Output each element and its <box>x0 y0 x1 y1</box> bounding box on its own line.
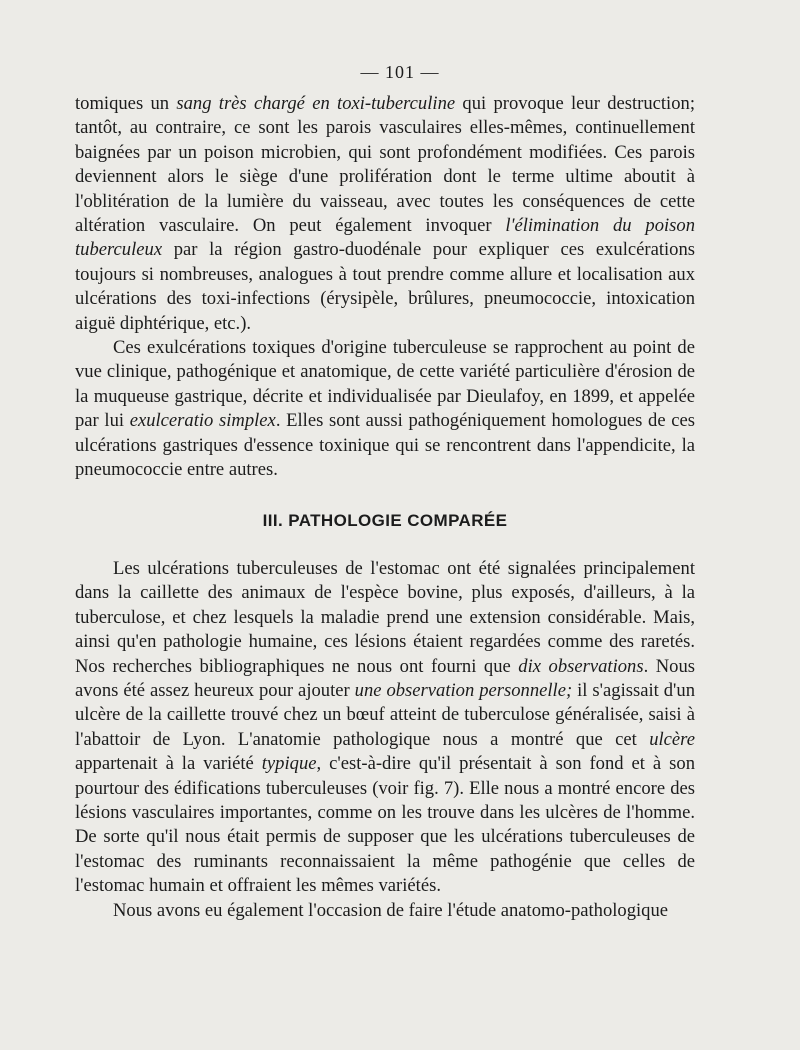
section-heading: III. PATHOLOGIE COMPARÉE <box>262 510 508 530</box>
emphasis-text: exulceratio simplex <box>129 410 276 432</box>
text-body <box>75 92 695 923</box>
emphasis-text: sang très chargé en toxi-tuberculine <box>176 93 456 114</box>
paragraph-3: Les ulcérations tuberculeuses de l'estomac ont été signalées principalement dans la caillette des animaux de l'espèce bovine, plus exposés, d'ailleurs, à la tuberculose, et chez lesquels la maladie prend une extension considérable. Mais, ainsi qu'en pathologie humaine, ces lésions étaient regardées comme des raretés. Nos recherches bibliographiques ne nous ont fourni que dix observations. Nous avons été assez heureux pour ajouter une observation personnelle; il s'agissait d'un ulcère de la caillette trouvé chez un bœuf atteint de tuberculose généralisée, saisi à l'abattoir de Lyon. L'anatomie pathologique nous a montré que cet ulcère appartenait à la variété typique, c'est-à-dire qu'il présentait à son fond et à son pourtour des édifications tuberculeuses (voir fig. 7). Elle nous a montré encore des lésions vasculaires importantes, comme on les trouve dans les ulcères de l'homme. De sorte qu'il nous était permis de supposer que les ulcérations tuberculeuses de l'estomac des ruminants reconnaissaient la même pathogénie que celles de l'estomac humain et offraient les mêmes variétés. <box>75 557 695 897</box>
paragraph-1: tomiques un sang très chargé en toxi-tuberculine qui provoque leur destruction; tantôt, au contraire, ce sont les parois vasculaires elles-mêmes, continuellement baignées par un poison microbien, qui sont profondément modifiées. Ces parois deviennent alors le siège d'une prolifération dont le terme ultime aboutit à l'oblitération de la lumière du vaisseau, avec toutes les conséquences de cette altération vasculaire. On peut également invoquer l'élimination du poison tuberculeux par la région gastro-duodénale pour expliquer ces exulcérations toujours si nombreuses, analogues à tout prendre comme allure et localisation aux ulcérations des toxi-infections (érysipèle, brûlures, pneumococcie, intoxication aiguë diphtérique, etc.). <box>75 93 695 334</box>
emphasis-text: dix observations <box>518 655 644 677</box>
emphasis-text: ulcère <box>649 728 695 750</box>
emphasis-text: typique <box>261 753 317 775</box>
paragraph-2: Ces exulcérations toxiques d'origine tuberculeuse se rapprochent au point de vue clinique, pathogénique et anatomique, de cette variété particulière d'érosion de la muqueuse gastrique, décrite et individualisée par Dieulafoy, en 1899, et appelée par lui exulceratio simplex. Elles sont aussi pathogéniquement homologues de ces ulcérations gastriques d'essence toxinique qui se rencontrent dans l'appendicite, la pneumococcie entre autres. <box>75 337 695 481</box>
emphasis-text: une observation personnelle; <box>354 679 573 701</box>
emphasis-text: l'élimination du poison tuberculeux <box>75 215 695 261</box>
paragraph-4: Nous avons eu également l'occasion de faire l'étude anatomo-pathologique <box>113 899 669 921</box>
page-number: — 101 — <box>360 62 440 82</box>
